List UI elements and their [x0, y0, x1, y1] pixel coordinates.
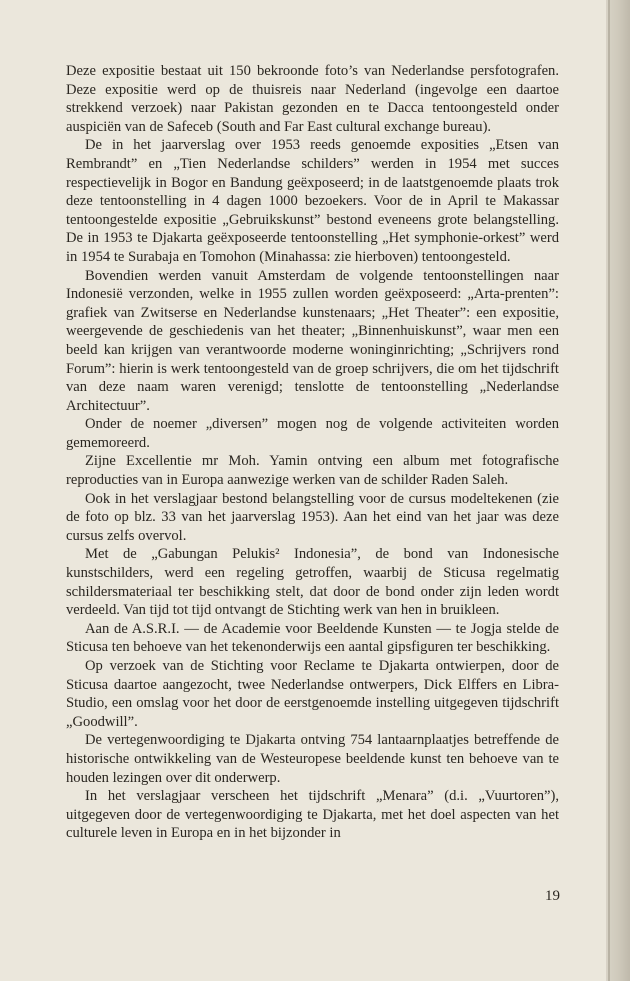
paragraph: Onder de noemer „diversen” mogen nog de volgende activiteiten worden gememoreerd. [66, 416, 559, 451]
paragraph: Op verzoek van de Stichting voor Reclame te Djakarta ontwierpen, door de Sticusa daartoe aangezocht, twee Nederlandse ontwerpers, Dick Elffers en Libra-Studio, een omslag voor het door de eerstgenoemde instelling uitgegeven tijdschrift „Goodwill”. [66, 658, 559, 730]
paragraph: De in het jaarverslag over 1953 reeds genoemde exposities „Etsen van Rembrandt” en „Tien Nederlandse schilders” werden in 1954 met succes respectievelijk in Bogor en Bandung geëxposeerd; in de laatstgenoemde plaats trok deze tentoonstelling in 4 dagen 1000 bezoekers. Voor de in April te Makassar tentoongestelde expositie „Gebruikskunst” bestond eveneens grote belangstelling. De in 1953 te Djakarta geëxposeerde tentoonstelling „Het symphonie-orkest” werd in 1954 te Surabaja en Tomohon (Minahassa: zie hierboven) tentoongesteld. [66, 137, 559, 265]
paragraph: Zijne Excellentie mr Moh. Yamin ontving een album met fotografische reproducties van in Europa aanwezige werken van de schilder Raden Saleh. [66, 453, 559, 489]
paragraph: Deze expositie bestaat uit 150 bekroonde foto’s van Nederlandse persfotografen. Deze expositie werd op de thuisreis naar Nederland (ingevolge een daartoe strekkend verzoek) naar Pakistan gezonden en te Dacca tentoongesteld onder auspiciën van de Safeceb (South and Far East cultural exchange bureau). [66, 63, 559, 135]
paragraph: In het verslagjaar verscheen het tijdschrift „Menara” (d.i. „Vuurtoren”), uitgegeven door de vertegenwoordiging te Djakarta, met het doel aspecten van het culturele leven in Europa en in het bijzonder in [66, 788, 559, 842]
page-edge-line [608, 0, 610, 981]
body-text [66, 62, 559, 843]
page-number: 19 [545, 888, 560, 904]
paragraph: Bovendien werden vanuit Amsterdam de volgende tentoonstellingen naar Indonesië verzonden, welke in 1955 zullen worden geëxposeerd: „Arta-prenten”: grafiek van Zwitserse en Nederlandse kunstenaars; „Het Theater”: een expositie, weergevende de geschiedenis van het theater; „Binnenhuiskunst”, waar men een beeld kan krijgen van verantwoorde moderne woninginrichting; „Schrijvers rond Forum”: hierin is werk tentoongesteld van de groep schrijvers, die om het tijdschrift van deze naam waren verenigd; tenslotte de tentoonstelling „Nederlandse Architectuur”. [66, 267, 559, 414]
paragraph: Ook in het verslagjaar bestond belangstelling voor de cursus modeltekenen (zie de foto op blz. 33 van het jaarverslag 1953). Aan het eind van het jaar was deze cursus zelfs overvol. [66, 490, 559, 544]
paragraph: Aan de A.S.R.I. — de Academie voor Beeldende Kunsten — te Jogja stelde de Sticusa ten behoeve van het tekenonderwijs een aantal gipsfiguren ter beschikking. [66, 620, 559, 656]
paragraph: Met de „Gabungan Pelukis² Indonesia”, de bond van Indonesische kunstschilders, werd een regeling getroffen, waarbij de Sticusa regelmatig schildersmateriaal ter beschikking stelt, dat door de bond onder zijn leden wordt verdeeld. Van tijd tot tijd ontvangt de Stichting werk van hen in bruikleen. [66, 546, 559, 619]
paragraph: De vertegenwoordiging te Djakarta ontving 754 lantaarnplaatjes betreffende de historische ontwikkeling van de Westeuropese beeldende kunst ten behoeve van te houden lezingen over dit onderwerp. [66, 732, 559, 786]
